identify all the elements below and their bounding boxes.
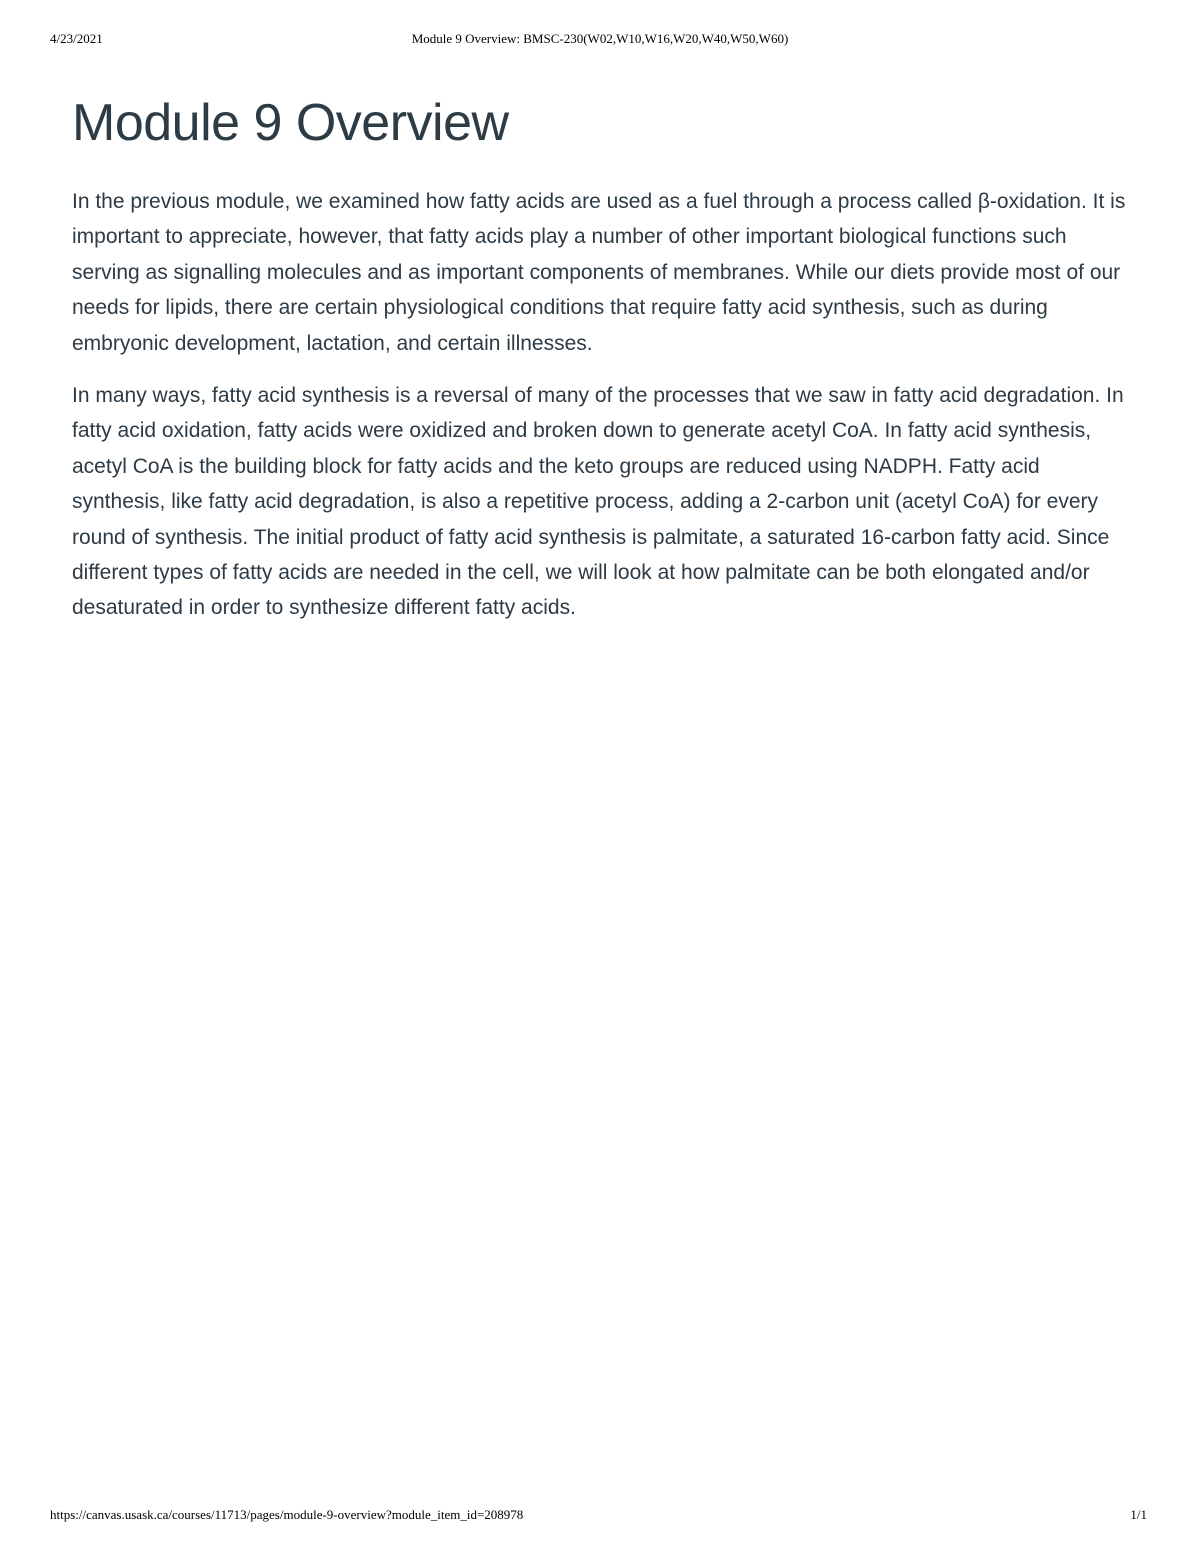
page-title: Module 9 Overview: [72, 94, 509, 152]
print-date: 4/23/2021: [50, 31, 103, 46]
print-footer: [0, 1507, 1200, 1525]
print-url: https://canvas.usask.ca/courses/11713/pages/module-9-overview?module_item_id=208978: [50, 1507, 524, 1522]
paragraph-intro: In the previous module, we examined how fatty acids are used as a fuel through a process called β-oxidation. It is important to appreciate, however, that fatty acids play a number of other important biological functions such serving as signalling molecules and as important components of membranes. While our diets provide most of our needs for lipids, there are certain physiological conditions that require fatty acid synthesis, such as during embryonic development, lactation, and certain illnesses.: [72, 190, 1126, 355]
paragraph-synthesis: In many ways, fatty acid synthesis is a reversal of many of the processes that we saw in fatty acid degradation. In fatty acid oxidation, fatty acids were oxidized and broken down to generate acetyl CoA. In fatty acid synthesis, acetyl CoA is the building block for fatty acids and the keto groups are reduced using NADPH. Fatty acid synthesis, like fatty acid degradation, is also a repetitive process, adding a 2-carbon unit (acetyl CoA) for every round of synthesis. The initial product of fatty acid synthesis is palmitate, a saturated 16-carbon fatty acid. Since different types of fatty acids are needed in the cell, we will look at how palmitate can be both elongated and/or desaturated in order to synthesize different fatty acids.: [72, 384, 1124, 620]
page-content: [72, 88, 1132, 643]
print-page-title: Module 9 Overview: BMSC-230(W02,W10,W16,W20,W40,W50,W60): [411, 31, 789, 46]
print-header: [0, 31, 1200, 49]
print-page-number: 1/1: [1130, 1507, 1147, 1522]
